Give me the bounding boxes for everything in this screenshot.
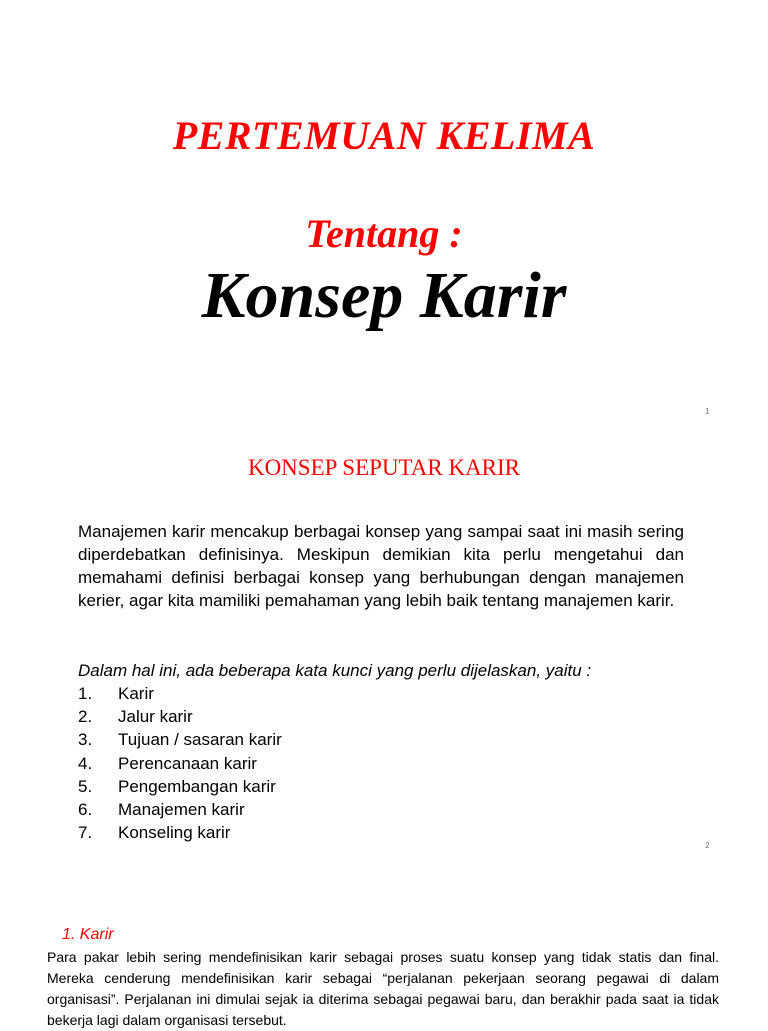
slide-subtitle: Tentang : <box>305 211 463 256</box>
list-item-text: Konseling karir <box>118 823 231 843</box>
list-item-text: Pengembangan karir <box>118 776 276 796</box>
list-item-text: Manajemen karir <box>118 800 245 820</box>
slide-title: PERTEMUAN KELIMA <box>172 113 596 158</box>
list-item-text: Jalur karir <box>118 707 193 727</box>
list-item-text: Karir <box>118 684 154 703</box>
list-item <box>78 821 698 844</box>
list-item <box>78 798 698 821</box>
list-item <box>78 682 698 705</box>
list-item-number: 6. <box>78 800 93 820</box>
list-item <box>78 775 698 798</box>
list-item-number: 2. <box>78 707 93 727</box>
keywords-intro: Dalam hal ini, ada beberapa kata kunci yang perlu dijelaskan, yaitu : <box>78 661 592 680</box>
page-number-1: 1 <box>705 407 710 416</box>
list-item-number: 4. <box>78 753 93 773</box>
list-item-text: Perencanaan karir <box>118 753 257 773</box>
subsection-title: 1. Karir <box>62 926 114 943</box>
intro-paragraph: Manajemen karir mencakup berbagai konsep yang sampai saat ini masih sering diperdebatkan definisinya. Meskipun demikian kita perlu mengetahui dan memahami definisi berbagai konsep yang berhubungan dengan manajemen kerier, agar kita mamiliki pemahaman yang lebih baik tentang manajemen karir. <box>78 522 684 610</box>
list-item-number: 5. <box>78 776 93 796</box>
section-title: KONSEP SEPUTAR KARIR <box>247 455 521 480</box>
list-item-number: 3. <box>78 730 93 750</box>
list-item <box>78 705 698 728</box>
list-item-number: 1. <box>78 684 93 703</box>
list-item-text: Tujuan / sasaran karir <box>118 730 282 750</box>
list-item-number: 7. <box>78 823 93 843</box>
karir-paragraph: Para pakar lebih sering mendefinisikan karir sebagai proses suatu konsep yang tidak statis dan final. Mereka cenderung mendefinisikan karir sebagai “perjalanan pekerjaan seorang pegawai di dalam organisasi”. Perjalanan ini dimulai sejak ia diterima sebagai pegawai baru, dan berakhir pada saat ia tidak bekerja lagi dalam organisasi tersebut. <box>47 949 719 1028</box>
list-item <box>78 728 698 751</box>
keywords-list <box>78 682 698 844</box>
slide-topic: Konsep Karir <box>201 259 567 332</box>
list-item <box>78 752 698 775</box>
page-number-2: 2 <box>705 841 710 850</box>
